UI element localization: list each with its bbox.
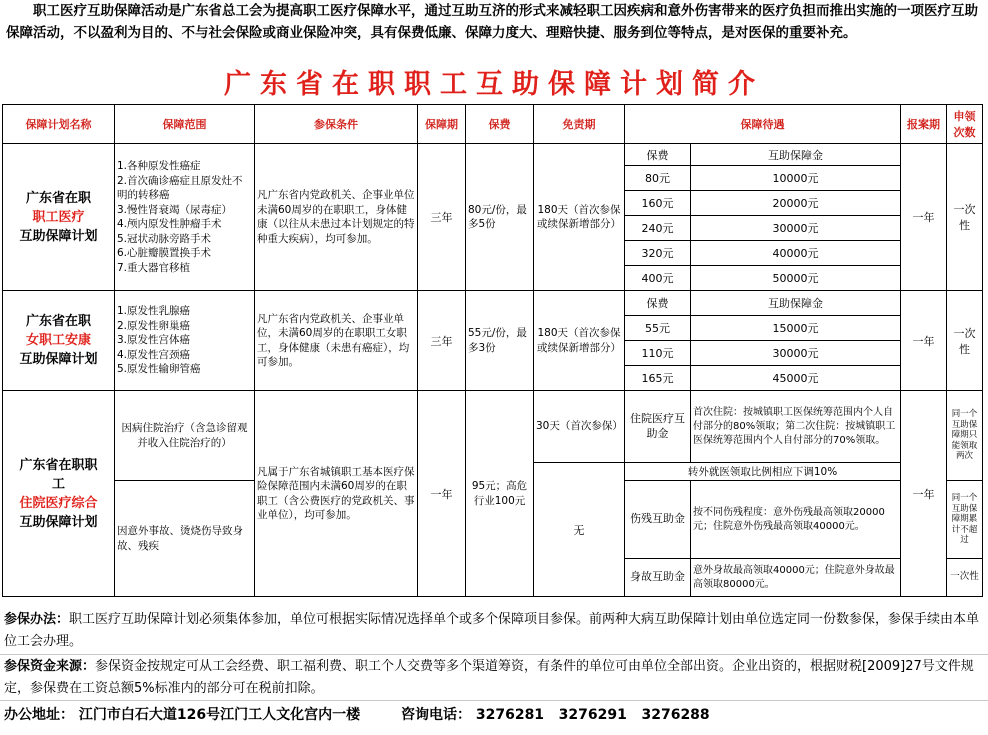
- list-item: 4.颅内原发性肿瘤手术: [117, 218, 222, 230]
- plan1-name-c: 互助保障计划: [19, 228, 98, 244]
- amount-cell: 50000元: [691, 266, 901, 291]
- plan2-row: [3, 291, 983, 316]
- list-item: 3.慢性肾衰竭（尿毒症）: [117, 203, 233, 216]
- address-text: 江门市白石大道126号江门工人文化宫内一楼: [78, 707, 361, 723]
- plan1-col-fee: 保费: [625, 144, 691, 166]
- plan3-claim1: 同一个互助保障期只能领取两次: [947, 391, 983, 481]
- amount-cell: 10000元: [691, 166, 901, 191]
- header-free-period: 免责期: [534, 105, 625, 144]
- header-claim: 申领次数: [947, 105, 983, 144]
- method-label: 参保办法：: [4, 612, 70, 627]
- plan3-period: 一年: [418, 391, 466, 597]
- amount-cell: 45000元: [691, 366, 901, 391]
- plan3-scope1: 因病住院治疗（含急诊留观并收入住院治疗的）: [115, 391, 255, 481]
- funds-label: 参保资金来源：: [4, 659, 96, 674]
- phone-label: 咨询电话：: [400, 707, 471, 723]
- plan3-b2-text: 按不同伤残程度：意外伤残最高领取20000元；住院意外伤残最高领取40000元。: [691, 481, 901, 559]
- plan2-claim: 一次性: [947, 291, 983, 391]
- funds-text: 参保资金按规定可从工会经费、职工福利费、职工个人交费等多个渠道筹资，有条件的单位可由单位全部出资。企业出资的，根据财税[2009]27号文件规定，参保费在工资总额5%标准内的部分可在税前扣除。: [4, 659, 974, 696]
- plan3-name: [3, 391, 115, 597]
- header-benefit: 保障待遇: [625, 105, 901, 144]
- list-item: 6.心脏瓣膜置换手术: [117, 247, 212, 259]
- intro-paragraph: 职工医疗互助保障活动是广东省总工会为提高职工医疗保障水平，通过互助互济的形式来减轻职工因疾病和意外伤害带来的医疗负担而推出实施的一项医疗互助保障活动，不以盈利为目的、不与社会保险或商业保险冲突，具有保费低廉、保障力度大、理赔快捷、服务到位等特点，是对医保的重要补充。: [6, 3, 978, 41]
- fee-cell: 55元: [625, 316, 691, 341]
- fee-cell: 320元: [625, 241, 691, 266]
- plan2-scope: [115, 291, 255, 391]
- list-item: 1.原发性乳腺癌: [117, 305, 191, 318]
- plan2-name: [3, 291, 115, 391]
- plan2-name-c: 互助保障计划: [19, 352, 98, 367]
- list-item: 5.原发性输卵管癌: [117, 363, 201, 376]
- amount-cell: 20000元: [691, 191, 901, 216]
- list-item: 3.原发性宫体癌: [117, 334, 191, 347]
- plan1-report: 一年: [901, 144, 947, 291]
- plan1-name: [3, 144, 115, 291]
- plan2-name-a: 广东省在职: [25, 314, 91, 329]
- plan3-name-b: 工: [51, 476, 65, 492]
- plan1-condition: 凡广东省内党政机关、企事业单位未满60周岁的在职职工，身体健康（以往从未患过本计划规定的特种重大疾病），均可参加。: [255, 144, 418, 291]
- plan3-name-c: 住院医疗综合: [19, 495, 98, 511]
- plan3-condition: 凡属于广东省城镇职工基本医疗保险保障范围内未满60周岁的在职职工（含公费医疗的党政机关、事业单位），均可参加。: [255, 391, 418, 597]
- header-condition: 参保条件: [255, 105, 418, 144]
- header-fee: 保费: [466, 105, 534, 144]
- plan3-b2-label: 伤残互助金: [625, 481, 691, 559]
- page-title: 广东省在职职工互助保障计划简介: [224, 69, 764, 100]
- plan2-free: 180天（首次参保或续保新增部分）: [534, 291, 625, 391]
- header-report: 报案期: [901, 105, 947, 144]
- fee-cell: 240元: [625, 216, 691, 241]
- fee-cell: 160元: [625, 191, 691, 216]
- fee-cell: 110元: [625, 341, 691, 366]
- plan3-name-d: 互助保障计划: [19, 514, 98, 530]
- amount-cell: 30000元: [691, 216, 901, 241]
- plan1-name-a: 广东省在职: [25, 190, 91, 206]
- phone-text: 3276281 3276291 3276288: [475, 707, 710, 723]
- list-item: 7.重大器官移植: [117, 261, 191, 274]
- plan1-col-amt: 互助保障金: [691, 144, 901, 166]
- plan1-free: 180天（首次参保或续保新增部分）: [534, 144, 625, 291]
- plan2-col-fee: 保费: [625, 291, 691, 316]
- fee-cell: 400元: [625, 266, 691, 291]
- plan1-claim: 一次性: [947, 144, 983, 291]
- plan3-name-a: 广东省在职职: [19, 457, 98, 473]
- header-row: [3, 105, 983, 144]
- contact-line: [4, 704, 710, 724]
- plan-table: [2, 104, 983, 597]
- plan2-name-b: 女职工安康: [25, 333, 91, 348]
- fee-cell: 165元: [625, 366, 691, 391]
- plan3-b1-label: 住院医疗互助金: [625, 391, 691, 463]
- plan1-period: 三年: [418, 144, 466, 291]
- amount-cell: 15000元: [691, 316, 901, 341]
- list-item: 4.原发性宫颈癌: [117, 348, 191, 361]
- plan3-claim3: 一次性: [947, 559, 983, 597]
- plan3-free2: 无: [534, 463, 625, 597]
- plan3-report: 一年: [901, 391, 947, 597]
- plan3-fee: 95元；高危行业100元: [466, 391, 534, 597]
- amount-cell: 40000元: [691, 241, 901, 266]
- plan3-scope2: 因意外事故、烫烧伤导致身故、残疾: [115, 481, 255, 597]
- plan3-claim2: 同一个互助保障期累计不超过: [947, 481, 983, 559]
- header-period: 保障期: [418, 105, 466, 144]
- plan3-b3-text: 意外身故最高领取40000元；住院意外身故最高领取80000元。: [691, 559, 901, 597]
- plan3-transfer: 转外就医领取比例相应下调10%: [625, 463, 901, 481]
- list-item: 5.冠状动脉旁路手术: [117, 232, 212, 245]
- list-item: 1.各种原发性癌症: [117, 160, 201, 172]
- plan1-row: [3, 144, 983, 166]
- list-item: 2.首次确诊癌症且原发灶不明的转移癌: [117, 174, 243, 201]
- funds-section: [4, 656, 980, 700]
- plan2-fee: 55元/份，最多3份: [466, 291, 534, 391]
- method-section: [4, 609, 980, 653]
- method-text: 职工医疗互助保障计划必须集体参加，单位可根据实际情况选择单个或多个保障项目参保。前两种大病互助保障计划由单位选定同一份数参保，参保手续由本单位工会办理。: [4, 612, 980, 649]
- plan2-period: 三年: [418, 291, 466, 391]
- plan2-col-amt: 互助保障金: [691, 291, 901, 316]
- plan2-condition: 凡广东省内党政机关、企事业单位，未满60周岁的在职职工女职工，身体健康（未患有癌症），均可参加。: [255, 291, 418, 391]
- plan1-name-b: 职工医疗: [32, 209, 85, 225]
- amount-cell: 30000元: [691, 341, 901, 366]
- plan3-b1-text: 首次住院：按城镇职工医保统筹范围内个人自付部分的80%领取；第二次住院：按城镇职工医保统筹范围内个人自付部分的70%领取。: [691, 391, 901, 463]
- divider: [0, 700, 988, 701]
- plan3-free1: 30天（首次参保）: [534, 391, 625, 463]
- list-item: 2.原发性卵巢癌: [117, 319, 191, 332]
- plan1-fee: 80元/份，最多5份: [466, 144, 534, 291]
- header-name: 保障计划名称: [3, 105, 115, 144]
- fee-cell: 80元: [625, 166, 691, 191]
- divider: [0, 654, 988, 655]
- plan2-report: 一年: [901, 291, 947, 391]
- address-label: 办公地址：: [4, 707, 74, 723]
- header-scope: 保障范围: [115, 105, 255, 144]
- plan3-b3-label: 身故互助金: [625, 559, 691, 597]
- plan3-row: [3, 391, 983, 463]
- plan1-scope: [115, 144, 255, 291]
